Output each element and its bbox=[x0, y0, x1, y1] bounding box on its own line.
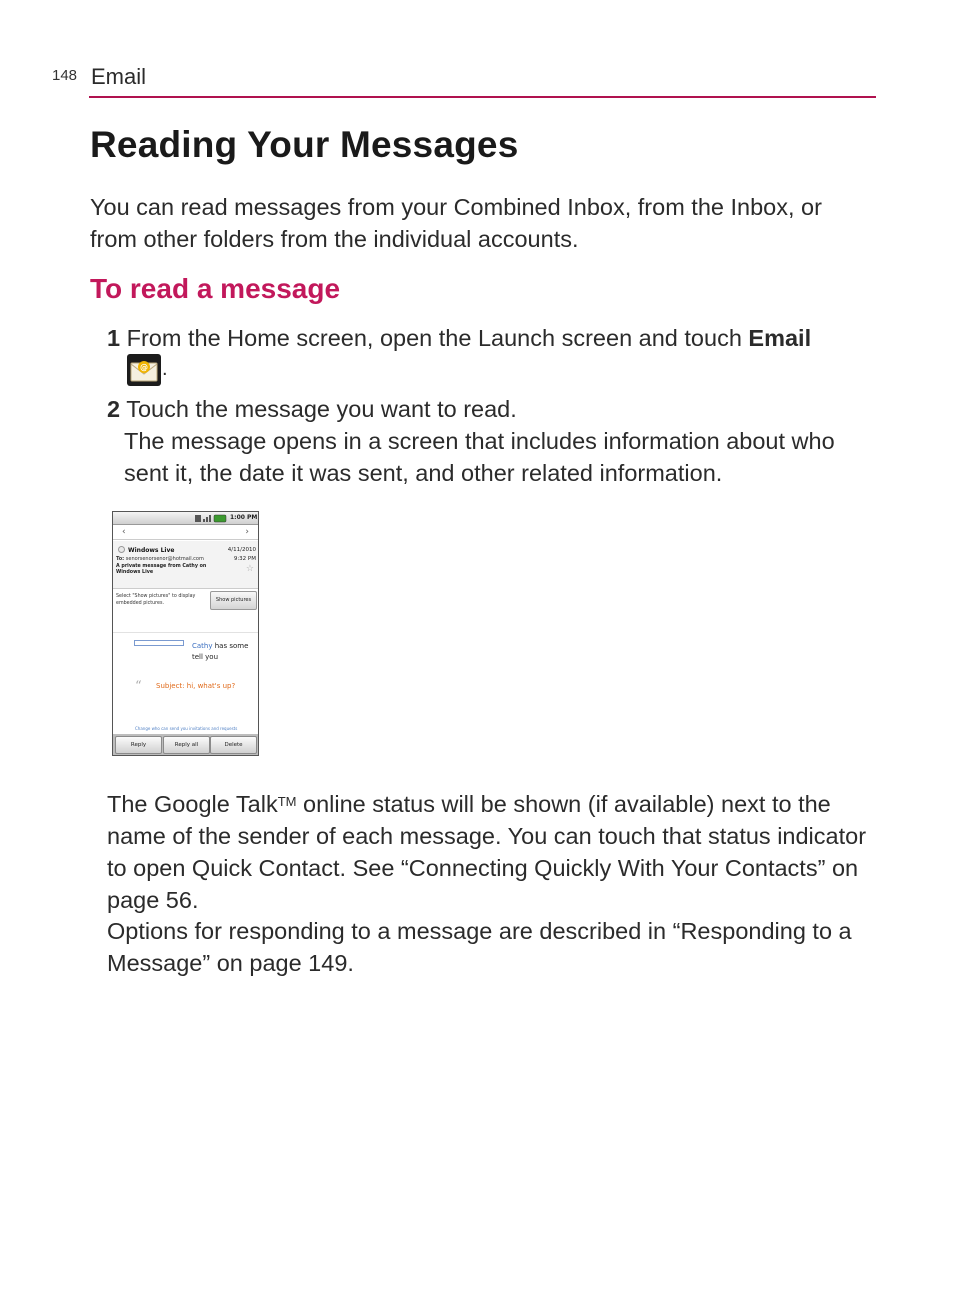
reply-button[interactable]: Reply bbox=[115, 736, 162, 754]
step-text: From the Home screen, open the Launch screen and touch bbox=[126, 325, 742, 351]
show-pictures-button[interactable]: Show pictures bbox=[210, 591, 257, 610]
page-title: Reading Your Messages bbox=[90, 124, 519, 165]
image-placeholder bbox=[134, 640, 184, 646]
body-line-1-rest: has some bbox=[212, 642, 249, 650]
step-number: 1 bbox=[107, 325, 121, 351]
previous-message-icon[interactable]: ‹ bbox=[122, 527, 126, 537]
body-line-1 bbox=[192, 642, 248, 650]
google-talk-paragraph bbox=[107, 788, 877, 916]
show-pictures-row bbox=[113, 590, 258, 612]
header-rule bbox=[89, 96, 876, 98]
quoted-subject: Subject: hi, what's up? bbox=[156, 682, 236, 690]
svg-text:@: @ bbox=[140, 363, 148, 372]
body-name-link[interactable]: Cathy bbox=[192, 642, 213, 650]
to-line bbox=[116, 556, 204, 562]
next-message-icon[interactable]: › bbox=[245, 527, 249, 537]
sender-name: Windows Live bbox=[128, 547, 175, 554]
star-icon[interactable]: ☆ bbox=[245, 564, 254, 574]
fine-print-link[interactable]: Change who can send you invitations and requests bbox=[135, 726, 238, 731]
presence-status-icon[interactable] bbox=[118, 546, 125, 553]
email-app-icon bbox=[127, 354, 161, 386]
body-line-2: tell you bbox=[192, 653, 219, 661]
status-bar bbox=[113, 512, 258, 525]
divider bbox=[113, 632, 258, 633]
step-text: Touch the message you want to read. bbox=[126, 396, 517, 422]
quote-icon: “ bbox=[135, 679, 142, 694]
action-bar bbox=[113, 734, 258, 756]
to-label: To: bbox=[116, 556, 125, 562]
step-1 bbox=[107, 322, 867, 354]
to-address: senorsenorsenor@hotmail.com bbox=[125, 556, 204, 562]
responding-paragraph: Options for responding to a message are described in “Responding to a Message” on page 149. bbox=[107, 918, 852, 976]
step-2 bbox=[107, 393, 877, 425]
message-nav bbox=[113, 526, 258, 540]
message-header bbox=[113, 541, 258, 589]
step-number: 2 bbox=[107, 396, 121, 422]
message-date: 4/11/2010 bbox=[227, 547, 256, 553]
message-subject: A private message from Cathy on Windows Live bbox=[116, 564, 207, 575]
status-icons bbox=[195, 514, 227, 523]
section-label: Email bbox=[91, 64, 147, 89]
delete-button[interactable]: Delete bbox=[210, 736, 257, 754]
phone-screenshot bbox=[112, 511, 259, 756]
trademark: TM bbox=[277, 794, 297, 809]
paragraph-text: online status will be shown (if available) next to the name of the sender of each message. You can touch that status indicator to open Quick Contact. See “Connecting Quickly With Your Contacts” on page 56. bbox=[107, 791, 867, 913]
step-bold-label: Email bbox=[748, 325, 812, 351]
paragraph-text: The Google Talk bbox=[107, 791, 278, 817]
step-trailing: . bbox=[162, 358, 168, 380]
step-2-detail: The message opens in a screen that includes information about who sent it, the date it was sent, and other related information. bbox=[124, 428, 835, 486]
message-time: 9:32 PM bbox=[233, 556, 256, 562]
page-number: 148 bbox=[52, 67, 78, 84]
show-pictures-prompt: Select "Show pictures" to display embedded pictures. bbox=[116, 594, 196, 606]
status-time: 1:00 PM bbox=[230, 514, 258, 521]
reply-all-button[interactable]: Reply all bbox=[163, 736, 210, 754]
intro-paragraph: You can read messages from your Combined Inbox, from the Inbox, or from other folders from the individual accounts. bbox=[90, 194, 822, 252]
subheading: To read a message bbox=[90, 273, 341, 304]
